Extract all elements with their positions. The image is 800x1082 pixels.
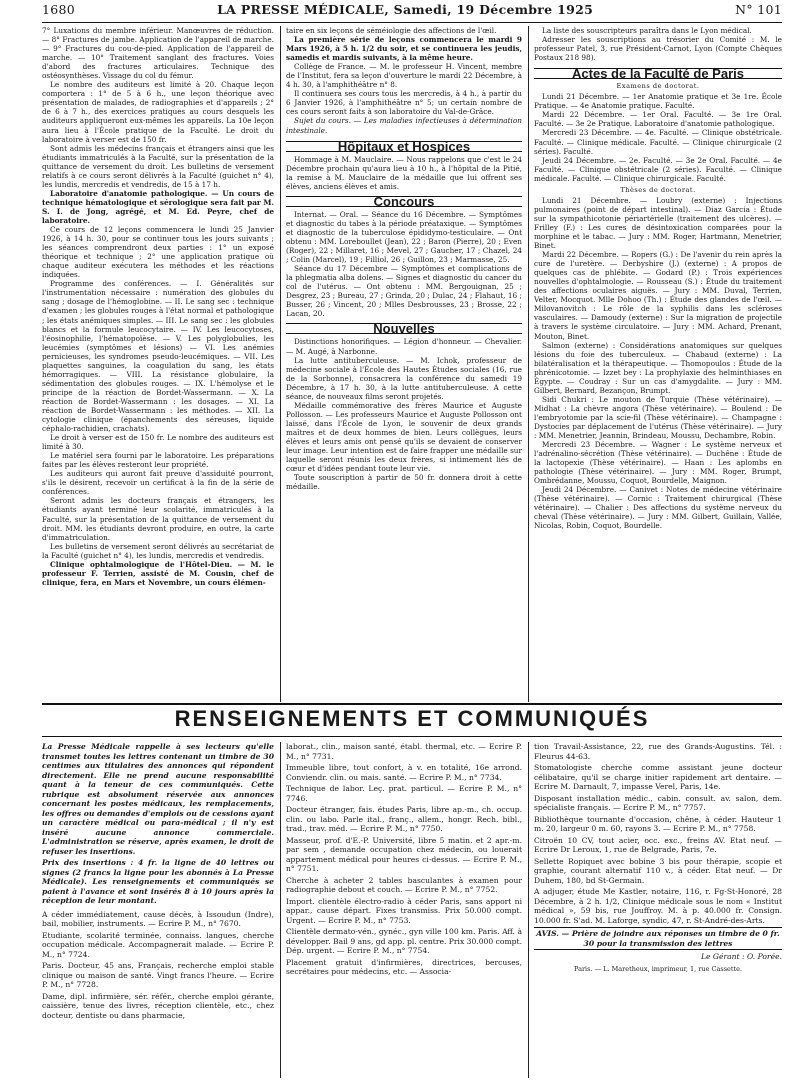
section-title-actes: Actes de la Faculté de Paris — [534, 68, 782, 79]
paragraph: Ce cours de 12 leçons commencera le lundi 25 Janvier 1926, à 14 h. 30, pour se continuer tous les jours suivants ; les séances comprendront deux parties : 1° un exposé théorique et technique ; 2° une application pratique où chaque auditeur exécutera les méthodes et les réactions indiquées. — [42, 225, 274, 280]
paragraph: Les auditeurs qui auront fait preuve d'assiduité pourront, s'ils le désirent, recevoir un certificat à la fin de la série de conférences. — [42, 469, 274, 497]
classified-ad: Paris. Docteur, 45 ans, Français, recherche emploi stable clinique ou maison de santé. Vingt francs l'heure. — Ecrire P. M., n° 7728. — [42, 961, 274, 989]
section-rule — [42, 703, 782, 705]
paragraph: 7° Luxations du membre inférieur. Manœuvres de réduction. — 8° Fractures de jambe. Application de l'appareil de marche. — 9° Fractures du cou-de-pied. Application de l'appareil de marche. — 10° Traitement sanglant des fractures. Voies d'abord des fractures articulaires. Technique des ostéosynthèses. Vissage du col du fémur. — [42, 26, 274, 81]
paragraph: Distinctions honorifiques. — Légion d'honneur. — Chevalier. — M. Augé, à Narbonne. — [286, 337, 522, 356]
paragraph: Lundi 21 Décembre. — 1er Anatomie pratique et 3e 1re. École Pratique. — 4e Anatomie pratique. Faculté. — [534, 92, 782, 111]
subheading-theses: Thèses de doctorat. — [620, 185, 696, 194]
paragraph: Les bulletins de versement seront délivrés au secrétariat de la Faculté (guichet n° 4), les lundis, mercredis et vendredis. — [42, 541, 274, 560]
ads-column-3 — [534, 742, 782, 1078]
paragraph: Le nombre des auditeurs est limité à 20. Chaque leçon comportera : 1° de 5 à 6 h., une leçon théorique avec présentation de malades, de radiographies et d'appareils ; 2° de 6 à 7 h., des exercices pratiques au cours desquels les auditeurs appliqueront eux-mêmes les appareils. La 10e leçon aura lieu à l'École pratique de la Faculté. Le droit du laboratoire à verser est de 150 fr. — [42, 80, 274, 144]
page-number: 1680 — [42, 2, 76, 17]
section-title-nouvelles: Nouvelles — [286, 323, 522, 334]
column-3 — [534, 26, 782, 702]
classified-ad: Bibliothèque tournante d'occasion, chêne, à céder. Hauteur 1 m. 20, largeur 0 m. 60, rayons 3. — Ecrire P. M., n° 7758. — [534, 814, 782, 833]
paragraph: Adresser les souscriptions au trésorier du Comité : M. le professeur Patel, 3, rue Président-Carnot, Lyon (Compte Chèques Postaux 218 98). — [534, 35, 782, 63]
gerant-signature: Le Gérant : O. Porée. — [700, 952, 782, 961]
classified-ad: Etudiante, scolarité terminée, connaiss. langues, cherche occupation médicale. Accompagnerait malade. — Ecrire P. M., n° 7724. — [42, 930, 274, 959]
column-divider — [280, 26, 281, 702]
paragraph: Sujet du cours. — Les maladies infectieuses à détermination intestinale. — [286, 116, 522, 135]
printer-line: Paris. — L. Maretheux, imprimeur, 1, rue Cassette. — [573, 964, 743, 973]
classified-ad: Immeuble libre, tout confort, à v. en totalité, 16e arrond. Conviendr. clin. ou mais. santé. — Ecrire P. M., n° 7734. — [286, 763, 522, 782]
paragraph: Toute souscription à partir de 50 fr. donnera droit à cette médaille. — [286, 473, 522, 492]
paragraph: Internat. — Oral. — Séance du 16 Décembre. — Symptômes et diagnostic du tabes à la période préataxique. — Symptômes et diagnostic de la tuberculose épididymo-testiculaire. — Ont obtenu : MM. Loreboullet (Jean), 22 ; Baron (Pierre), 20 ; Even (Roger), 22 ; Millaret, 16 ; Mevel, 27 ; Gaucher, 17 ; Chazel, 24 ; Colin (Marcel), 19 ; Filliol, 26 ; Guillon, 23 ; Marmasse, 25. — [286, 209, 522, 265]
paragraph: Collège de France. — M. le professeur H. Vincent, membre de l'Institut, fera sa leçon d'ouverture le mardi 22 Décembre, à 4 h. 30, à l'amphithéâtre n° 8. — [286, 62, 522, 90]
avis-notice: AVIS. — Prière de joindre aux réponses un timbre de 0 fr. 30 pour la transmission des lettres — [534, 927, 782, 950]
renseignements-title: RENSEIGNEMENTS ET COMMUNIQUÉS — [174, 706, 650, 731]
paragraph: taire en six leçons de séméiologie des affections de l'œil. — [286, 26, 497, 35]
paragraph: Mardi 22 Décembre. — 1er Oral. Faculté. — 3e 1re Oral. Faculté. — 3e 2e Pratique. Laboratoire d'anatomie pathologique. — [534, 110, 782, 129]
paragraph: Jeudi 24 Décembre. — Canivet : Notes de médecine vétérinaire (Thèse vétérinaire). — Cornic : Traitement chirurgical (Thèse vétérinaire). — Chalier : Des affections du système nerveux du cheval (Thèse vétérinaire). — Jury : MM. Gilbert, Guillain, Vallée, Nicolas, Robin, Coquot, Bourdelle. — [534, 485, 782, 531]
subheading-examens: Examens de doctorat. — [616, 82, 700, 91]
paragraph: Le matériel sera fourni par le laboratoire. Les préparations faites par les élèves resteront leur propriété. — [42, 451, 274, 470]
classified-ad: tion Travail-Assistance, 22, rue des Grands-Augustins. Tél. : Fleurus 44-63. — [534, 742, 782, 761]
ads-column-1 — [42, 742, 274, 1078]
column-divider — [280, 742, 281, 1078]
price-notice: Prix des insertions : 4 fr. la ligne de 40 lettres ou signes (2 francs la ligne pour les abonnés à La Presse Médicale). Les renseignements et communiqués se paient à l'avance et sont insérés 8 à 10 jours après la réception de leur montant. — [42, 858, 274, 905]
paragraph: Programme des conférences. — I. Généralités sur l'instrumentation nécessaire : numération des globules du sang ; dosage de l'hémoglobine. — II. Le sang sec : technique d'examen ; les globules rouges à l'état normal et pathologique ; les états anémiques simples. — III. Le sang sec : les globules blancs et la formule leucocytaire. — IV. Les leucocytoses, l'éosinophilie, l'hématopoïèse. — V. Les polyglobulies, les leucémies (symptômes et lésions) — VI. Les anémies pernicieuses, les syndromes pseudo-leucémiques. — VII. Les plaquettes sanguines, la coagulation du sang, les états hémorragiques. — VIII. La résistance globulaire, la sédimentation des globules rouges. — IX. L'hémolyse et le principe de la réaction de Bordet-Wassermann. — X. La réaction de Bordet-Wassermann : les dosages. — XI. La réaction de Bordet-Wassermann : les méthodes. — XII. La cytologie clinique (épanchements des séreuses, liquide céphalo-rachidien, crachats). — [42, 279, 274, 434]
journal-title: LA PRESSE MÉDICALE, Samedi, 19 Décembre 1925 — [217, 2, 594, 17]
classified-ad: Sellette Ropiquet avec bobine 3 bis pour thérapie, scopie et graphie, courant alternatif 110 v., à céder. Etat neuf. — Dr Duhem, 180, bd St-Germain. — [534, 856, 782, 885]
classified-ad: Import. clientèle électro-radio à céder Paris, sans apport ni appar., cause départ. Fixes transmiss. Prix 50.000 compt. Urgent. — Ecrire P. M., n° 7753. — [286, 896, 522, 925]
paragraph: Salmon (externe) : Considérations anatomiques sur quelques lésions du foie des tuberculeux. — Chabaud (externe) : La bilatéralisation et la thérapeutique. — Thomopoulos : Étude de la phrénicotomie. — Izzet bey : La prophylaxie des helminthiases en Égypte. — Coudray : Sur un cas d'amygdalite. — Jury : MM. Gilbert, Bernard, Bezançon, Brumpt. — [534, 340, 782, 395]
column-divider — [528, 742, 529, 1078]
paragraph: La lutte antituberculeuse. — M. Ichok, professeur de médecine sociale à l'École des Hautes Études sociales (16, rue de la Sorbonne), consacrera la conférence du samedi 19 Décembre, à 17 h. 30, à la lutte antituberculeuse. A cette séance, de nouveaux films seront projetés. — [286, 355, 522, 401]
paragraph: Mardi 22 Décembre. — Ropers (G.) : De l'avenir du rein après la cure de l'uretère. — Derbyshire (J.) (externe) : A propos de quelques cas de phlébite. — Godard (P.) : Trois expériences nouvelles d'ophtalmologie. — Rousseau (S.) : Étude du traitement des affections oculaires aiguës. — Jury : MM. Duval, Terrien, Velter, Mocquot. Mlle Dohoo (Th.) : Étude des glandes de l'œil. — Milovanovitch : Le rôle de la syphilis dans les scléroses vasculaires. — Damoudy (externe) : Sur la migration de projectile à travers le système circulatoire. — Jury : MM. Achard, Prenant, Mouton, Binet. — [534, 250, 782, 341]
classified-ad: A adjuger, étude Me Kastler, notaire, 116, r. Fg-St-Honoré, 28 Décembre, à 2 h. 1/2, Clinique médicale sous le nom « Institut médical », 59 bis, rue Jouffroy. M. à p. 40.000 fr. Consign. 10.000 fr. S'ad. M. Laforge, syndic, 47, r. St-André-des-Arts. — [534, 887, 782, 925]
paragraph: Mercredi 23 Décembre. — 4e. Faculté. — Clinique obstétricale. Faculté. — Clinique médicale. Faculté. — Clinique chirurgicale (2 séries). Faculté. — [534, 128, 782, 156]
classified-ad: Placement gratuit d'infirmières, directrices, bercuses, secrétaires pour médecins, etc. — Associa- — [286, 957, 522, 976]
classified-ad: Masseur, prof. d'E.-P. Université, libre 5 matin. et 2 apr.-m. par sem , demande occupation chez médecin, ou louerait appartement médical pour heures ci-dessus. — Ecrire P. M., n° 7751. — [286, 835, 522, 873]
paragraph: La première série de leçons commencera le mardi 9 Mars 1926, à 5 h. 1/2 du soir, et se continuera les jeudis, samedis et mardis suivants, à la même heure. — [286, 35, 522, 63]
paragraph: Jeudi 24 Décembre. — 2e. Faculté. — 3e 2e Oral. Faculté. — 4e Faculté. — Clinique obstétricale (2 séries). Faculté. — Clinique médicale. Faculté. — Clinique chirurgicale. Faculté. — [534, 155, 782, 183]
ads-column-2 — [286, 742, 522, 1078]
header-rule — [42, 22, 782, 23]
classified-ad: Disposant installation médic., cabin. consult. av. salon, dem. spécialiste français. — Ecrire P. M., n° 7757. — [534, 793, 782, 812]
paragraph: Le droit à verser est de 150 fr. Le nombre des auditeurs est limité à 30. — [42, 433, 274, 452]
paragraph: Laboratoire d'anatomie pathologique. — Un cours de technique hématologique et sérologique sera fait par M. S. I. de Jong, agrégé, et M. Ed. Peyre, chef de laboratoire. — [42, 188, 274, 225]
column-divider — [528, 26, 529, 702]
classified-ad: Dame, dipl. infirmière, sér. référ., cherche emploi gérante, caissière, tenue des livres, réception clientèle, etc., chez docteur, dentiste ou dans pharmacie, — [42, 991, 274, 1020]
classified-ad: A céder immédiatement, cause décès, à Issoudun (Indre), bail, mobilier, instruments. — Ecrire P. M., n° 7670. — [42, 909, 274, 928]
paragraph: Mercredi 23 Décembre. — Wagner : Le système nerveux et l'adrénalino-sécrétion (Thèse vétérinaire). — Duchêne : Étude de la lactopexie (Thèse vétérinaire). — Haan : Les aplombs en pathologie (Thèse vétérinaire). — Jury : MM. Roger, Brumpt, Ombrédanne, Moussu, Coquot, Bourdelle, Maignon. — [534, 440, 782, 486]
issue-number: N° 101 — [735, 2, 782, 17]
paragraph: Seront admis les docteurs français et étrangers, les étudiants ayant terminé leur scolarité, immatriculés à la Faculté, sur la présentation de la quittance de versement du droit. MM. les étudiants devront produire, en outre, la carte d'immatriculation. — [42, 496, 274, 542]
paragraph: Lundi 21 Décembre. — Loubry (externe) : Injections pulmonaires (point de départ intestinal). — Diaz Garcia : Étude sur la sympathicotonie périartérielle (traitement des ulcères). — Frilley (F.) : Les cures de désintoxication comparées pour la morphine et le tabac. — Jury : MM. Roger, Hartmann, Menetrier, Binet. — [534, 195, 782, 251]
paragraph: Sont admis les médecins français et étrangers ainsi que les étudiants immatriculés à la Faculté, sur la présentation de la quittance de versement du droit. Les bulletins de versement relatifs à ce cours seront délivrés à la Faculté (guichet n° 4), les lundis, mercredis et vendredis, de 15 à 17 h. — [42, 143, 274, 189]
paragraph: Hommage à M. Mauclaire. — Nous rappelons que c'est le 24 Décembre prochain qu'aura lieu à 10 h., à l'hôpital de la Pitié, la remise à M. Mauclaire de la médaille que lui offrent ses élèves, anciens élèves et amis. — [286, 154, 522, 191]
classified-ad: Clientèle dermato-vén., gynéc., gyn ville 100 km. Paris. Aff. à développer. Bail 9 ans, gd app. pl. centre. Prix 30.000 compt. Dép. urgent. — Ecrire P. M., n° 7754. — [286, 927, 522, 955]
paragraph: Sidi Chukri : Le mouton de Turquie (Thèse vétérinaire). — Midhat : La chèvre angora (Thèse vétérinaire). — Boulend : De l'embryotomie par la scie-fil (Thèse vétérinaire). — Champagne : Dystocies par déplacement de l'utérus (Thèse vétérinaire). — Jury : MM. Menetrier, Jeannin, Brindeau, Moussu, Dechambre, Robin. — [534, 394, 782, 441]
paragraph: Clinique ophtalmologique de l'Hôtel-Dieu. — M. le professeur F. Terrien, assisté de M. Cousin, chef de clinique, fera, en Mars et Novembre, un cours élémen- — [42, 559, 274, 587]
classified-ad: laborat., clin., maison santé, établ. thermal, etc. — Ecrire P. M., n° 7731. — [286, 742, 522, 761]
paragraph: Séance du 17 Décembre — Symptômes et complications de la phlegmatia alba dolens. — Signes et diagnostic du cancer du col de l'utérus. — Ont obtenu : MM. Bergouignan, 25 ; Desgrez, 23 ; Bureau, 27 ; Grinda, 20 ; Dulac, 24 ; Flahaut, 16 ; Busser, 26 ; Vincent, 20 ; Mlles Desbrousses, 23 ; Brosse, 22 ; Lacan, 20. — [286, 264, 522, 319]
section-title-concours: Concours — [286, 196, 522, 207]
section-rule — [42, 736, 782, 737]
section-title-hopitaux: Hôpitaux et Hospices — [286, 141, 522, 152]
classified-ad: Docteur étranger, fais. études Paris, libre ap.-m., ch. occup. clin. ou labo. Parle ital., franç., allem., hongr. Rech. bibl., trad., trav. méd. — Ecrire P. M., n° 7750. — [286, 805, 522, 833]
column-1 — [42, 26, 274, 702]
classified-ad: Technique de labor. Leç. prat. particul. — Ecrire P. M., n° 7746. — [286, 784, 522, 803]
column-2 — [286, 26, 522, 702]
paragraph: La liste des souscripteurs paraîtra dans le Lyon médical. — [542, 26, 752, 35]
paragraph: Médaille commémorative des frères Maurice et Auguste Pollosson. — Les professeurs Maurice et Auguste Pollosson ont laissé, dans l'École de Lyon, le souvenir de deux grands maîtres et de deux hommes de bien. Leurs collègues, leurs élèves et leurs amis ont pensé qu'ils se devaient de conserver leur image. Leur intention est de faire frapper une médaille sur laquelle seront réunis les deux frères, si intimement liés de cœur et d'idées pendant toute leur vie. — [286, 400, 522, 474]
paragraph: Il continuera ses cours tous les mercredis, à 4 h., à partir du 6 Janvier 1926, à l'amphithéâtre n° 5; un certain nombre de ces cours seront faits à son laboratoire du Val-de-Grâce. — [286, 89, 522, 117]
classified-ad: Cherche à acheter 2 tables basculantes à examen pour radiographie debout et couch. — Ecrire P. M., n° 7752. — [286, 875, 522, 894]
classified-ad: Citroën 10 CV, tout acier, occ. exc., freins AV. Etat neuf. — Ecrire Dr Leroux, 1, rue de Belgrade, Paris, 7e. — [534, 835, 782, 854]
classified-ad: Stomatologiste cherche comme assistant jeune docteur célibataire, qu'il se charge initier rapidement art dentaire. — Ecrire M. Darnault, 7, impasse Verel, Paris, 14e. — [534, 763, 782, 791]
page-header — [42, 2, 782, 22]
intro-notice: La Presse Médicale rappelle à ses lecteurs qu'elle transmet toutes les lettres contenant un timbre de 30 centimes aux titulaires des annonces qui répondent directement. Elle ne prend aucune responsabilité quant à la teneur de ces communiqués. Cette rubrique est absolument réservée aux annonces concernant les postes médicaux, les remplacements, les offres ou demandes d'emplois ou de cessions ayant un caractère médical ou para-médical ; il n'y est inséré aucune annonce commerciale. L'administration se réserve, après examen, le droit de refuser les insertions. — [42, 742, 274, 856]
